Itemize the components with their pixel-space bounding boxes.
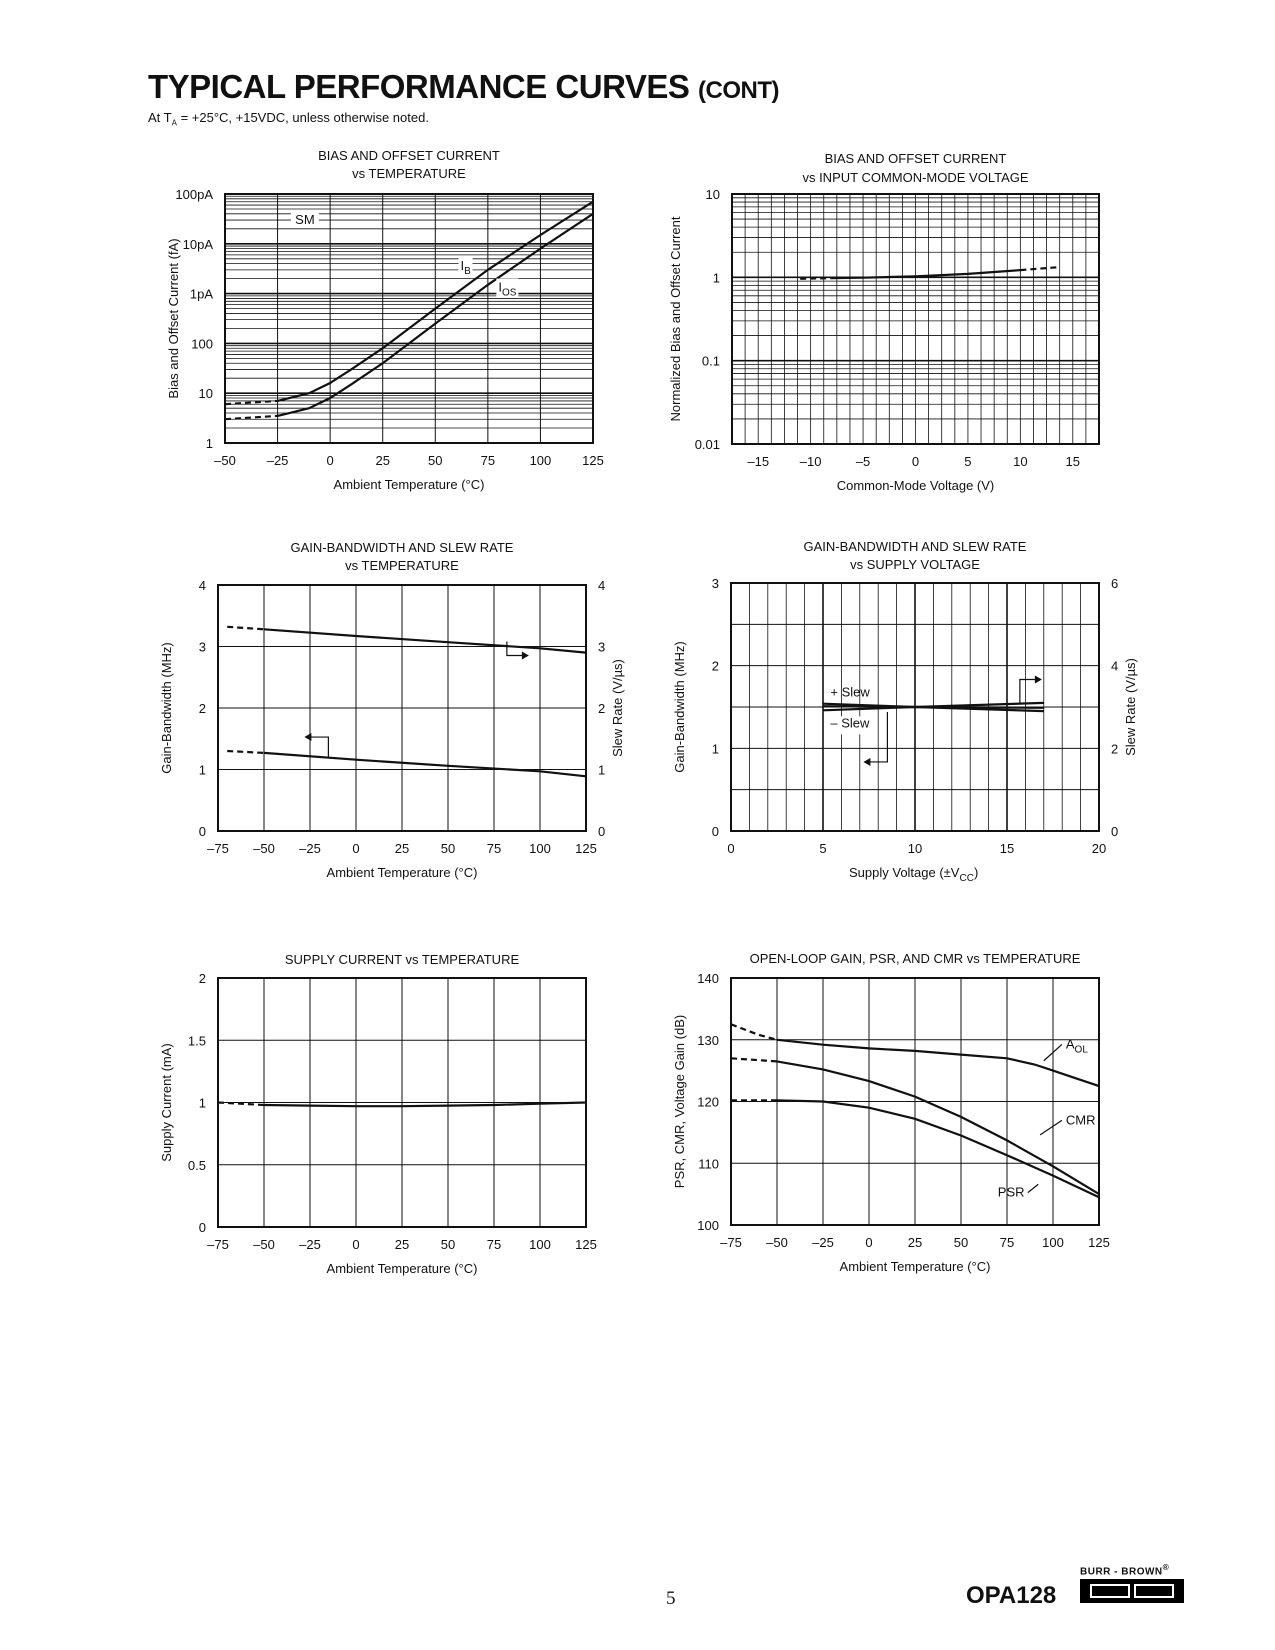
- c1-series-ios-dashed: [225, 416, 278, 419]
- c1-series-ib-dashed: [225, 401, 278, 404]
- c5-xlabel: Ambient Temperature (°C): [326, 1261, 478, 1276]
- c6-xtick-label: 125: [1088, 1235, 1110, 1250]
- c1-annotation-sm: SM: [295, 211, 315, 227]
- c2-xtick-label: 5: [964, 454, 972, 469]
- c1-xtick-label: 125: [582, 453, 604, 468]
- c3-series-slew-rate-dashed: [227, 627, 264, 630]
- page-number: 5: [666, 1588, 676, 1609]
- c5-ytick-label: 0.5: [187, 1157, 206, 1173]
- c1-xtick-label: 50: [428, 453, 443, 468]
- c3-series-gain-bandwidth-dashed: [227, 751, 264, 753]
- c3-series-gain-bandwidth-line: [264, 753, 586, 776]
- c3-xtick-label: 100: [529, 841, 551, 856]
- c4-xlabel: Supply Voltage $(\pm V_{CC})$: [849, 865, 979, 884]
- c6-xtick-label: 75: [999, 1235, 1015, 1250]
- c2-title-1: vs INPUT COMMON-MODE VOLTAGE: [802, 170, 1029, 185]
- c3-ytick-label: 2: [198, 701, 206, 716]
- c2-ylabel: Normalized Bias and Offset Current: [668, 216, 683, 422]
- c1-ylabel: Bias and Offset Current (fA): [166, 238, 181, 399]
- c5-xtick-label: –25: [299, 1237, 321, 1252]
- c3-title-0: GAIN-BANDWIDTH AND SLEW RATE: [290, 540, 514, 555]
- c3-y2tick-label: 1: [598, 762, 606, 778]
- c3-ytick-label: 4: [198, 578, 206, 593]
- c5-ytick-label: 1: [198, 1095, 206, 1111]
- c1-xlabel: Ambient Temperature (°C): [333, 477, 485, 492]
- c5-xtick-label: –50: [253, 1237, 275, 1252]
- c2-xtick-label: –5: [855, 454, 871, 469]
- c5-ytick-label: 1.5: [187, 1033, 206, 1049]
- brand-mark: ®: [1162, 1562, 1170, 1572]
- c4-title-0: GAIN-BANDWIDTH AND SLEW RATE: [803, 539, 1027, 554]
- c2-ytick-label: 0.1: [701, 353, 720, 369]
- c3-y2tick-label: 4: [598, 578, 606, 593]
- c4-series-gain-bandwidth-line: [823, 706, 1044, 708]
- c6-xtick-label: –75: [720, 1235, 742, 1250]
- c3-grid: [218, 585, 586, 831]
- c6-ytick-label: 130: [697, 1032, 719, 1048]
- c6-label-cmr-leader: [1040, 1120, 1062, 1134]
- test-conditions: At $T_A = +25^\circ C$, +15VDC, unless otherwise noted.: [148, 110, 429, 128]
- c3-xtick-label: 50: [440, 841, 456, 856]
- c4-y2tick-label: 4: [1111, 658, 1119, 674]
- c4-xtick-label: 15: [999, 841, 1015, 856]
- c2-xtick-label: 0: [911, 454, 920, 469]
- c3-y2tick-label: 2: [598, 701, 606, 716]
- c6-xtick-label: 25: [907, 1235, 923, 1250]
- c1-ytick-label: 10pA: [182, 236, 213, 252]
- c3-slew-arrowhead: [522, 652, 529, 660]
- c2-series-normalized-current-dashed: [1020, 267, 1057, 270]
- c6-label-cmr: CMR: [1065, 1112, 1096, 1128]
- c6-xtick-label: –25: [812, 1235, 834, 1250]
- c3-ytick-label: 3: [198, 639, 206, 655]
- c4-y2tick-label: 6: [1111, 576, 1119, 591]
- bb-logo-icon: [1080, 1579, 1184, 1603]
- c3-y2label: Slew Rate (V/µs): [610, 659, 625, 757]
- c3-ytick-label: 0: [198, 824, 206, 839]
- c1-ytick-label: 100: [191, 336, 213, 352]
- c6-series-aol-dashed: [731, 1024, 777, 1040]
- c5-xtick-label: 125: [575, 1237, 597, 1252]
- c5-xtick-label: 75: [486, 1237, 502, 1252]
- c5-xtick-label: 0: [352, 1237, 360, 1252]
- c4-gbw-arrowhead: [863, 758, 870, 766]
- c4-ylabel: Gain-Bandwidth (MHz): [672, 641, 687, 773]
- c6-xlabel: Ambient Temperature (°C): [839, 1259, 991, 1274]
- part-number: OPA128: [966, 1582, 1057, 1609]
- c4-annotation-minus-slew: – Slew: [830, 715, 870, 731]
- c4-xtick-label: 0: [727, 841, 735, 856]
- burr-brown-logo: [1080, 1562, 1192, 1603]
- c3-xtick-label: –50: [253, 841, 275, 856]
- c6-ylabel: PSR, CMR, Voltage Gain (dB): [672, 1014, 687, 1189]
- c4-ytick-label: 1: [711, 741, 719, 757]
- c5-ytick-label: 0: [198, 1220, 206, 1235]
- c6-label-psr: PSR: [997, 1184, 1025, 1200]
- c3-xtick-label: –25: [299, 841, 321, 856]
- page-title-cont: (CONT): [698, 77, 780, 104]
- c1-frame: [225, 194, 593, 443]
- c5-xtick-label: 50: [440, 1237, 456, 1252]
- c1-ytick-label: 10: [198, 386, 213, 402]
- c1-ytick-label: 1: [205, 436, 213, 451]
- c6-xtick-label: –50: [766, 1235, 788, 1250]
- c3-xlabel: Ambient Temperature (°C): [326, 865, 478, 880]
- c3-xtick-label: –75: [207, 841, 229, 856]
- c3-ytick-label: 1: [198, 762, 206, 778]
- c1-xtick-label: –50: [214, 453, 236, 468]
- c1-series-ios-label: $I_{OS}$: [498, 279, 517, 299]
- c5-grid: [218, 978, 586, 1227]
- c6-series-aol-line: [777, 1040, 1099, 1086]
- c1-grid: [225, 194, 593, 443]
- c3-xtick-label: 75: [486, 841, 502, 856]
- c3-xtick-label: 0: [352, 841, 360, 856]
- c6-ytick-label: 140: [697, 971, 719, 986]
- c4-ytick-label: 3: [711, 576, 719, 591]
- c1-xtick-label: –25: [266, 453, 289, 468]
- c4-annotation-plus-slew: + Slew: [830, 684, 870, 700]
- c2-ytick-label: 1: [712, 270, 720, 286]
- c2-grid: [732, 194, 1099, 444]
- c3-y2tick-label: 0: [598, 824, 606, 839]
- c4-ytick-label: 2: [711, 658, 719, 674]
- c2-xlabel: Common-Mode Voltage (V): [836, 478, 995, 493]
- c4-y2tick-label: 2: [1111, 741, 1119, 757]
- c6-xtick-label: 0: [865, 1235, 873, 1250]
- c3-title-1: vs TEMPERATURE: [345, 558, 459, 573]
- c5-series-supply-current-line: [264, 1103, 586, 1107]
- c6-ytick-label: 120: [697, 1094, 719, 1110]
- c6-series-psr-line: [777, 1100, 1099, 1197]
- page-title: TYPICAL PERFORMANCE CURVES (CONT): [148, 68, 780, 105]
- c5-title-0: SUPPLY CURRENT vs TEMPERATURE: [284, 952, 520, 967]
- c4-y2label: Slew Rate (V/µs): [1123, 658, 1138, 756]
- c1-title-1: vs TEMPERATURE: [352, 166, 466, 181]
- c4-y2tick-label: 0: [1111, 824, 1119, 839]
- c6-label-aol: $A_{OL}$: [1065, 1036, 1088, 1056]
- c2-xtick-label: 10: [1013, 454, 1028, 469]
- c1-title-0: BIAS AND OFFSET CURRENT: [318, 148, 500, 163]
- c2-ytick-label: 0.01: [694, 437, 720, 452]
- c5-xtick-label: 25: [394, 1237, 410, 1252]
- c1-xtick-label: 100: [529, 453, 552, 468]
- c1-series-ib-label: $I_B$: [460, 257, 471, 277]
- c4-slew-arrowhead: [1035, 676, 1042, 684]
- c6-ytick-label: 110: [698, 1156, 719, 1172]
- c6-label-psr-leader: [1028, 1184, 1038, 1192]
- c5-xtick-label: –75: [207, 1237, 229, 1252]
- c5-ylabel: Supply Current (mA): [159, 1043, 174, 1162]
- c2-series-normalized-current-dashed: [800, 278, 831, 279]
- c4-title-1: vs SUPPLY VOLTAGE: [850, 557, 980, 572]
- c2-ytick-label: 10: [705, 187, 720, 202]
- c3-gbw-arrowhead: [304, 733, 311, 741]
- c1-ytick-label: 100pA: [175, 187, 213, 202]
- c6-xtick-label: 100: [1042, 1235, 1064, 1250]
- c2-xtick-label: 15: [1065, 454, 1081, 469]
- c1-xtick-label: 25: [375, 453, 390, 468]
- c2-xtick-label: –10: [799, 454, 822, 469]
- c1-ytick-label: 1pA: [189, 286, 213, 302]
- c5-xtick-label: 100: [529, 1237, 551, 1252]
- c6-title-0: OPEN-LOOP GAIN, PSR, AND CMR vs TEMPERATURE: [749, 951, 1081, 966]
- c3-ylabel: Gain-Bandwidth (MHz): [159, 642, 174, 774]
- c4-xtick-label: 10: [907, 841, 923, 856]
- brand-name: BURR - BROWN: [1080, 1566, 1163, 1578]
- c3-series-slew-rate-line: [264, 629, 586, 652]
- c1-xtick-label: 0: [326, 453, 334, 468]
- c3-xtick-label: 125: [575, 841, 597, 856]
- c2-title-0: BIAS AND OFFSET CURRENT: [824, 151, 1007, 166]
- c1-xtick-label: 75: [480, 453, 496, 468]
- c4-ytick-label: 0: [711, 824, 719, 839]
- c4-xtick-label: 20: [1091, 841, 1107, 856]
- c3-y2tick-label: 3: [598, 639, 606, 655]
- c6-series-cmr-dashed: [731, 1058, 777, 1061]
- c3-xtick-label: 25: [394, 841, 410, 856]
- c4-xtick-label: 5: [819, 841, 827, 856]
- c2-xtick-label: –15: [747, 454, 770, 469]
- c5-ytick-label: 2: [198, 971, 206, 986]
- c6-xtick-label: 50: [953, 1235, 969, 1250]
- c6-ytick-label: 100: [697, 1218, 719, 1233]
